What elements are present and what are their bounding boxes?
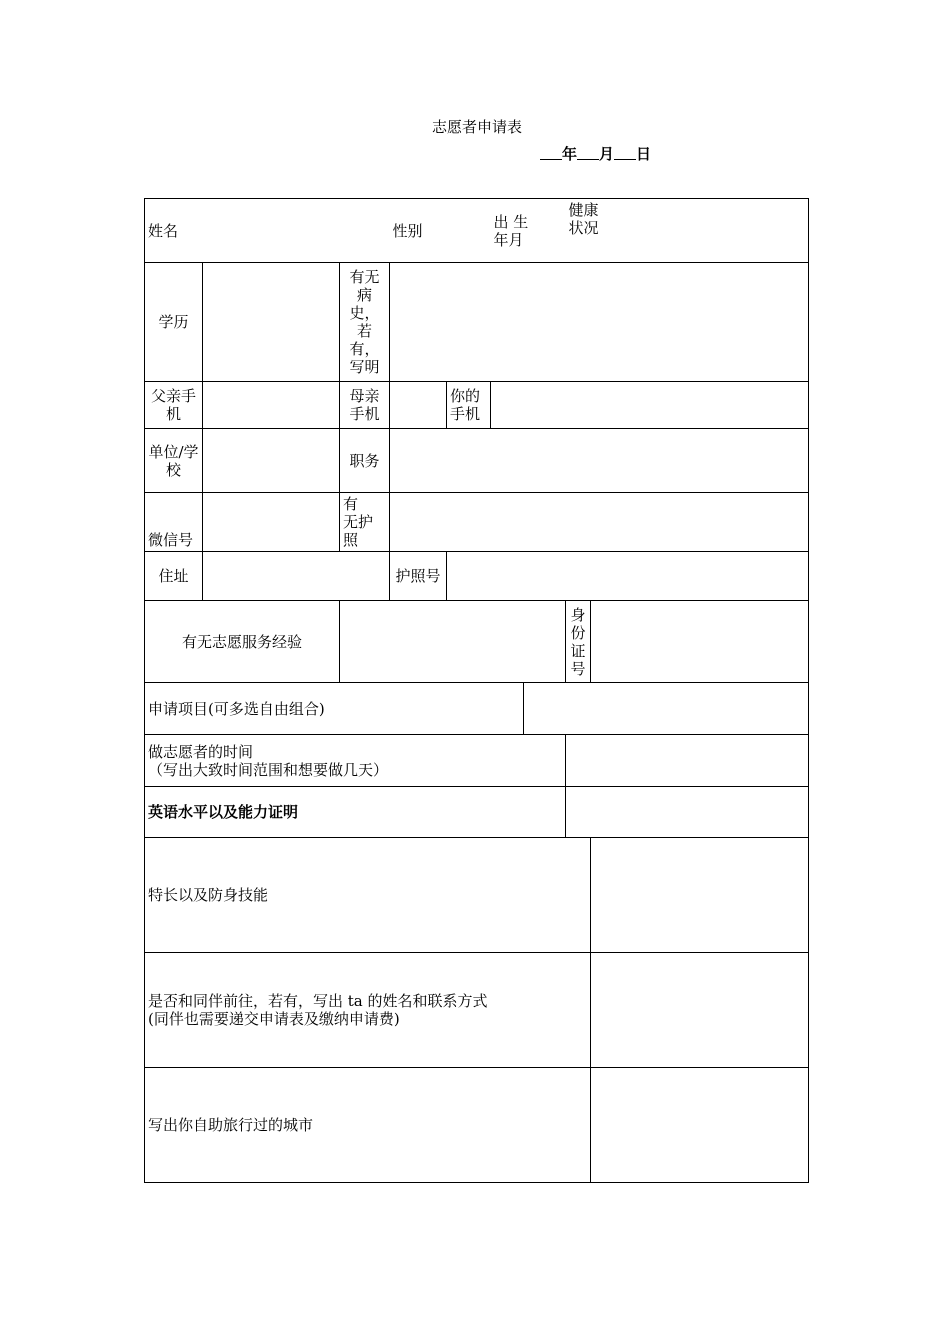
- volunteer-time-input[interactable]: [566, 735, 809, 787]
- address-input[interactable]: [203, 552, 390, 601]
- passport-input[interactable]: [390, 493, 809, 552]
- volunteer-time-cell: [145, 735, 566, 787]
- birth-label-line1: 出 生: [493, 212, 529, 231]
- row-education: [145, 263, 809, 382]
- mother-phone-label: 母亲手机: [340, 382, 390, 429]
- year-label: 年: [562, 145, 578, 163]
- row-experience: [145, 601, 809, 683]
- cities-input[interactable]: [591, 1068, 809, 1183]
- position-input[interactable]: [390, 429, 809, 493]
- passport-number-input[interactable]: [447, 552, 809, 601]
- name-label: 姓名: [148, 221, 179, 240]
- address-label: 住址: [145, 552, 203, 601]
- row-wechat: [145, 493, 809, 552]
- skills-input[interactable]: [591, 838, 809, 953]
- id-number-label: 身份证号: [566, 601, 591, 683]
- id-number-input[interactable]: [591, 601, 809, 683]
- row-address: [145, 552, 809, 601]
- cities-label: 写出你自助旅行过的城市: [145, 1068, 591, 1183]
- passport-number-label: 护照号: [390, 552, 447, 601]
- your-phone-label: 你的手机: [447, 382, 491, 429]
- position-label: 职务: [340, 429, 390, 493]
- gender-label: 性别: [392, 221, 423, 240]
- passport-label: 有 无护照: [340, 493, 390, 552]
- employer-label: 单位/学校: [145, 429, 203, 493]
- father-phone-label: 父亲手机: [145, 382, 203, 429]
- education-label: 学历: [145, 263, 203, 382]
- wechat-label: 微信号: [145, 493, 203, 552]
- application-form-table: [144, 198, 809, 1183]
- english-label: 英语水平以及能力证明: [145, 787, 566, 838]
- mother-phone-input[interactable]: [390, 382, 447, 429]
- companion-label: 是否和同伴前往，若有，写出 ta 的姓名和联系方式: [148, 992, 488, 1010]
- father-phone-input[interactable]: [203, 382, 340, 429]
- date-line: [540, 143, 651, 164]
- volunteer-experience-input[interactable]: [340, 601, 566, 683]
- health-label-line1: 健康: [568, 201, 599, 219]
- row-volunteer-time: [145, 735, 809, 787]
- volunteer-time-note: （写出大致时间范围和想要做几天）: [148, 760, 389, 779]
- gender-cell: [390, 199, 491, 263]
- volunteer-experience-label: 有无志愿服务经验: [145, 601, 340, 683]
- month-blank[interactable]: [577, 145, 599, 160]
- birth-cell: [491, 199, 566, 263]
- name-cell: [145, 199, 390, 263]
- companion-note: (同伴也需要递交申请表及缴纳申请费): [148, 1010, 400, 1028]
- companion-cell: [145, 953, 591, 1068]
- row-cities: [145, 1068, 809, 1183]
- row-english: [145, 787, 809, 838]
- row-companion: [145, 953, 809, 1068]
- wechat-input[interactable]: [203, 493, 340, 552]
- row-phones: [145, 382, 809, 429]
- volunteer-time-label: 做志愿者的时间: [148, 742, 254, 761]
- projects-input[interactable]: [524, 683, 809, 735]
- companion-input[interactable]: [591, 953, 809, 1068]
- row-employer: [145, 429, 809, 493]
- day-blank[interactable]: [614, 145, 636, 160]
- projects-label: 申请项目(可多选自由组合): [145, 683, 524, 735]
- month-label: 月: [599, 145, 615, 163]
- year-blank[interactable]: [540, 145, 562, 160]
- employer-input[interactable]: [203, 429, 340, 493]
- education-input[interactable]: [203, 263, 340, 382]
- english-input[interactable]: [566, 787, 809, 838]
- row-basic-info: [145, 199, 809, 263]
- your-phone-input[interactable]: [491, 382, 809, 429]
- health-cell: [566, 199, 809, 263]
- row-projects: [145, 683, 809, 735]
- medical-history-input[interactable]: [390, 263, 809, 382]
- row-skills: [145, 838, 809, 953]
- birth-label-line2: 年月: [493, 230, 524, 249]
- medical-history-label: 有无病史，若有，写明: [340, 263, 390, 382]
- health-label-line2: 状况: [568, 219, 599, 237]
- day-label: 日: [636, 145, 652, 163]
- skills-label: 特长以及防身技能: [145, 838, 591, 953]
- form-title: 志愿者申请表: [431, 118, 522, 136]
